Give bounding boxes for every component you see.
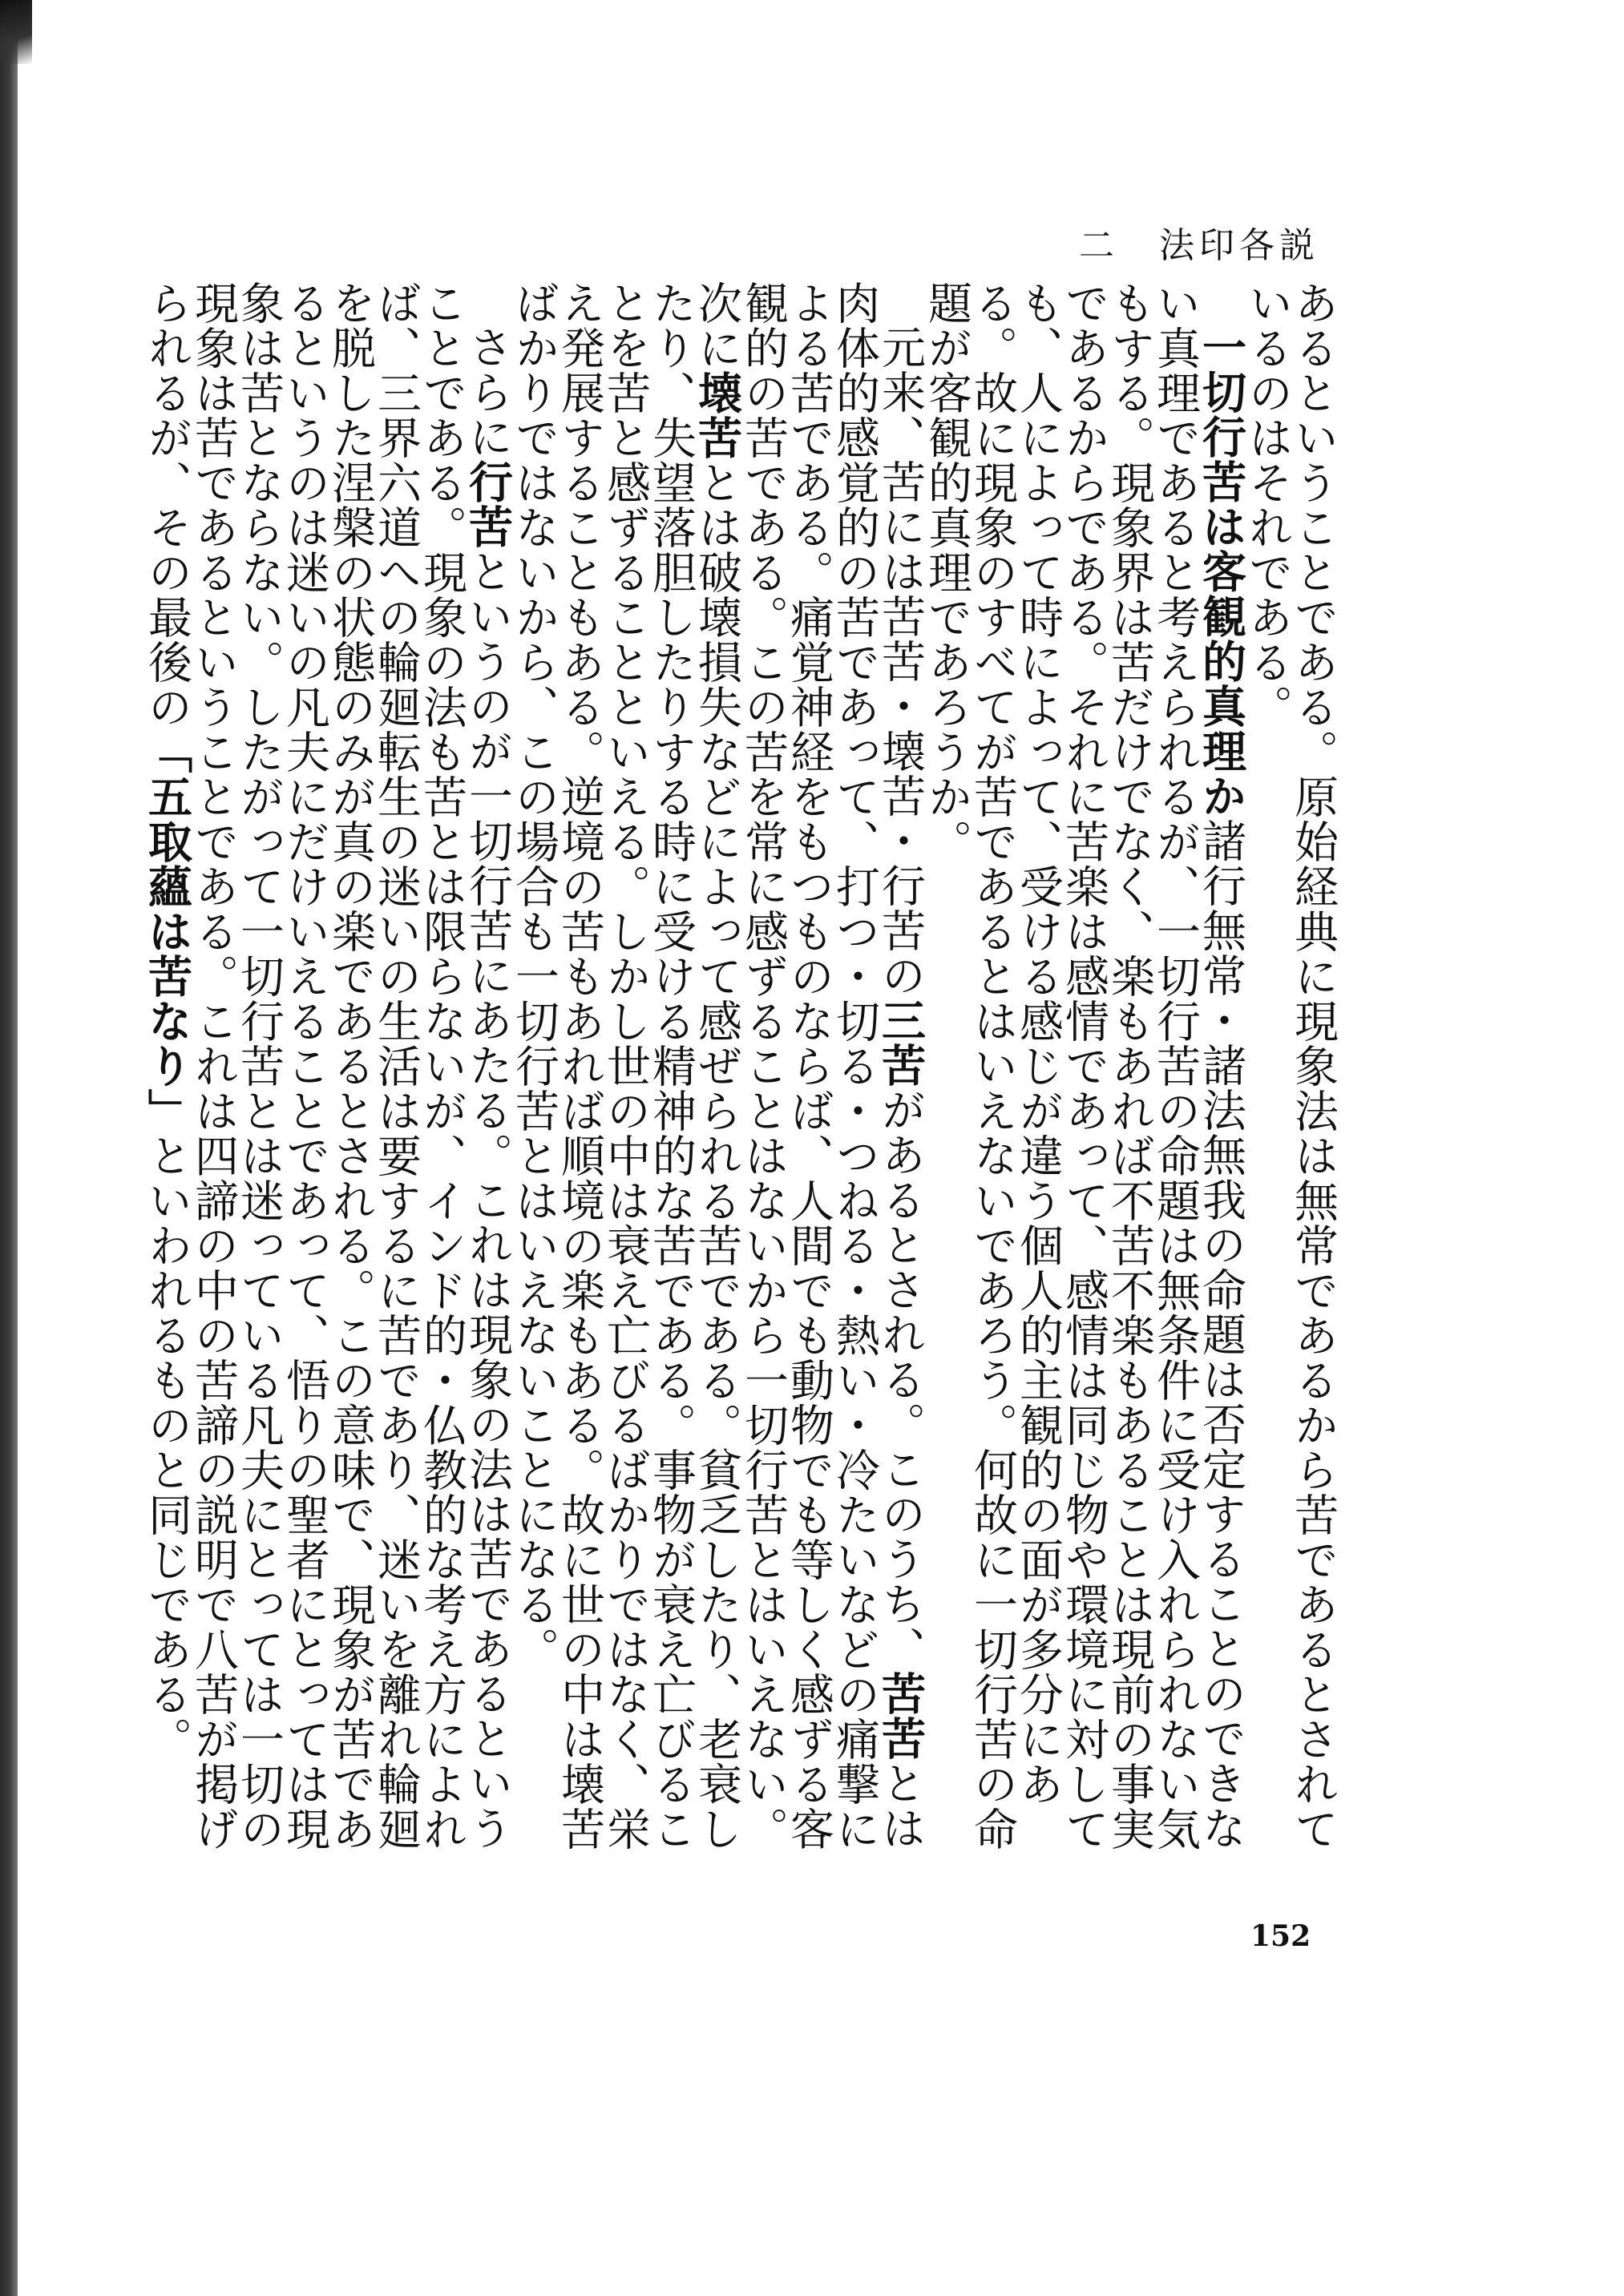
text-run: とは肉体的感覚的の苦であって、打つ・切る・つねる・熱い・冷たいなどの痛撃による苦である。痛覚神経をもつものならば、人間でも動物でも等しく感ずる客観的の苦である。この苦を常に感ずることはないから一切行苦とはいえない。次に [691,280,926,1851]
text-run: あるということである。原始経典に現象法は無常であるから苦であるとされているのはそれである。 [1242,280,1339,1851]
page-number: 152 [1250,1919,1311,1953]
text-run: とは破壊損失などによって感ぜられる苦である。貧乏したり、老衰したり、失望落胆したりする時に受ける精神的な苦である。事物が衰え亡びることを苦と感ずることといえる。しかし世の中は衰え亡びるばかりではなく、栄え発展することもある。逆境の苦もあれば順境の楽もある。故に世の中は壊苦ばかりではないから、この場合も一切行苦とはいえないことになる。 [508,280,742,1851]
text-run: といわれるものと同じである。 [141,1133,192,1761]
running-header: 二 法印各説 [1079,225,1319,266]
paragraph-1 [1242,280,1339,1883]
section-heading: 一切行苦は客観的真理か [1195,325,1247,818]
paragraph-2 [921,280,1247,1883]
bold-quote: 「五取蘊は苦なり」 [141,729,193,1133]
text-run: 元来、苦には苦苦・壊苦・行苦の [875,325,926,998]
text-run: というのが一切行苦にあたる。これは現象の法は苦であるということである。現象の法も苦とは限らないが、インド的・仏教的な考え方によれば、三界六道への輪廻転生の迷いの生活は要するに苦であり、迷いを離れ輪廻を脱した涅槃の状態のみが真の楽であるとされる。この意味で、現象が苦であるというのは迷いの凡夫にだけいえることであって、悟りの聖者にとっては現象は苦とならない。したがって一切行苦とは迷っている凡夫にとっては一切の現象は苦であるということである。これは四諦の中の苦諦の説明で八苦が掲げられるが、その最後の [141,280,513,1851]
bold-term: 三苦 [875,998,927,1087]
scan-edge [0,0,18,2296]
paragraph-3 [508,280,927,1883]
bold-term: 壊苦 [691,370,743,460]
paragraph-4 [141,280,514,1883]
bold-term: 苦苦 [875,1671,927,1761]
text-run: があるとされる。このうち、 [875,1087,926,1671]
text-run: 諸行無常・諸法無我の命題は否定することのできない真理であると考えられるが、一切行苦の命題は無条件に受け入れられない気もする。現象界は苦だけでなく、楽もあれば不苦不楽もあることは現前の事実であるからである。それに苦楽は感情であって、感情は同じ物や環境に対しても、人によって時によって、受ける感じが違う個人的主観的の面が多分にある。故に現象のすべてが苦であるとはいえないであろう。何故に一切行苦の命題が客観的真理であろうか。 [921,280,1246,1851]
bold-term: 行苦 [462,459,514,549]
text-run: さらに [462,325,513,459]
vertical-text-body [141,280,1339,1883]
scan-corner-mark [0,0,32,64]
